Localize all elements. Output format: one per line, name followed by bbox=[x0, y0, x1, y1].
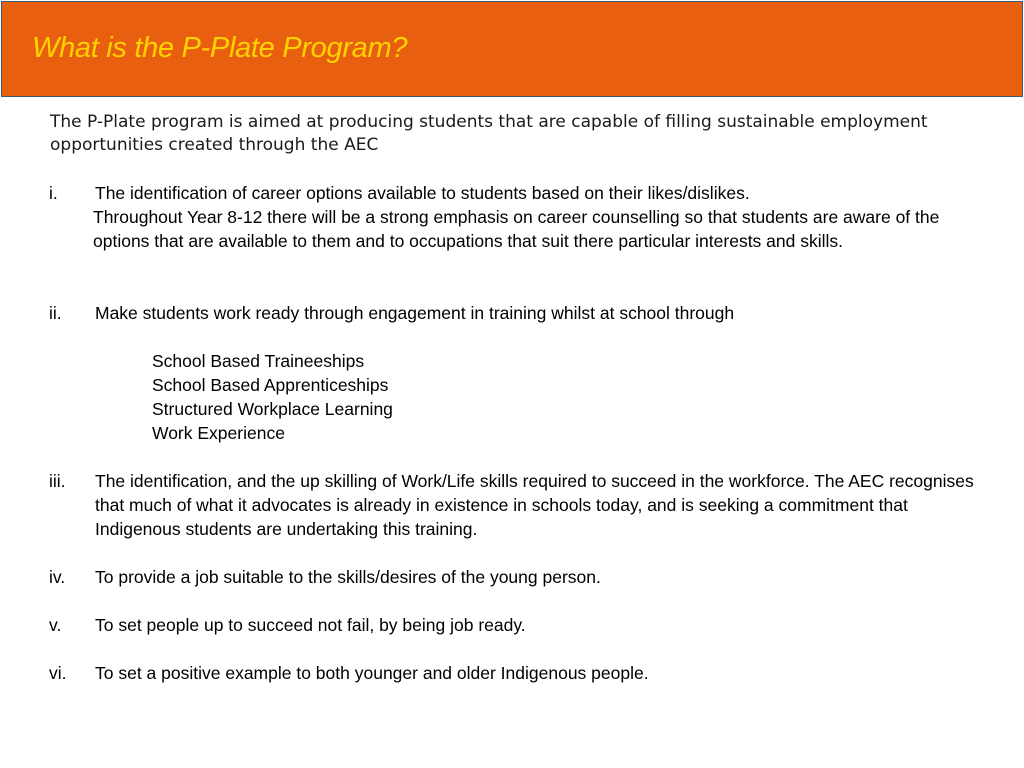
list-item-text: The identification, and the up skilling of Work/Life skills required to succeed in the workforce. The AEC recognises that much of what it advocates is already in existence in schools today, and is seeking a commitment that Indigenous students are undertaking this training. bbox=[95, 471, 974, 539]
list-item-text: Make students work ready through engagement in training whilst at school through bbox=[95, 303, 735, 323]
training-option: School Based Traineeships bbox=[152, 351, 365, 371]
slide-title: What is the P-Plate Program? bbox=[32, 32, 408, 64]
intro-paragraph: The P-Plate program is aimed at producing students that are capable of filling sustainable employment opportunities created through the AEC bbox=[50, 112, 928, 155]
list-item-number: iv. bbox=[49, 567, 66, 587]
list-item-number: v. bbox=[49, 615, 62, 635]
list-item-text: To provide a job suitable to the skills/desires of the young person. bbox=[95, 567, 601, 587]
training-option: Work Experience bbox=[152, 423, 285, 443]
list-item-first-line: The identification of career options available to students based on their likes/dislikes. bbox=[95, 183, 750, 203]
list-item-number: ii. bbox=[49, 303, 62, 323]
list-item-number: vi. bbox=[49, 663, 67, 683]
list-item-number: iii. bbox=[49, 471, 66, 491]
list-item-continuation: Throughout Year 8-12 there will be a strong emphasis on career counselling so that students are aware of the options that are available to them and to occupations that suit there particular interests and skills. bbox=[93, 207, 940, 251]
list-item-number: i. bbox=[49, 183, 58, 203]
training-option: School Based Apprenticeships bbox=[152, 375, 389, 395]
training-option: Structured Workplace Learning bbox=[152, 399, 393, 419]
list-item-text bbox=[95, 181, 975, 253]
list-item-text: To set a positive example to both younger and older Indigenous people. bbox=[95, 663, 649, 683]
list-item-text: To set people up to succeed not fail, by being job ready. bbox=[95, 615, 526, 635]
title-bar bbox=[1, 1, 1023, 97]
